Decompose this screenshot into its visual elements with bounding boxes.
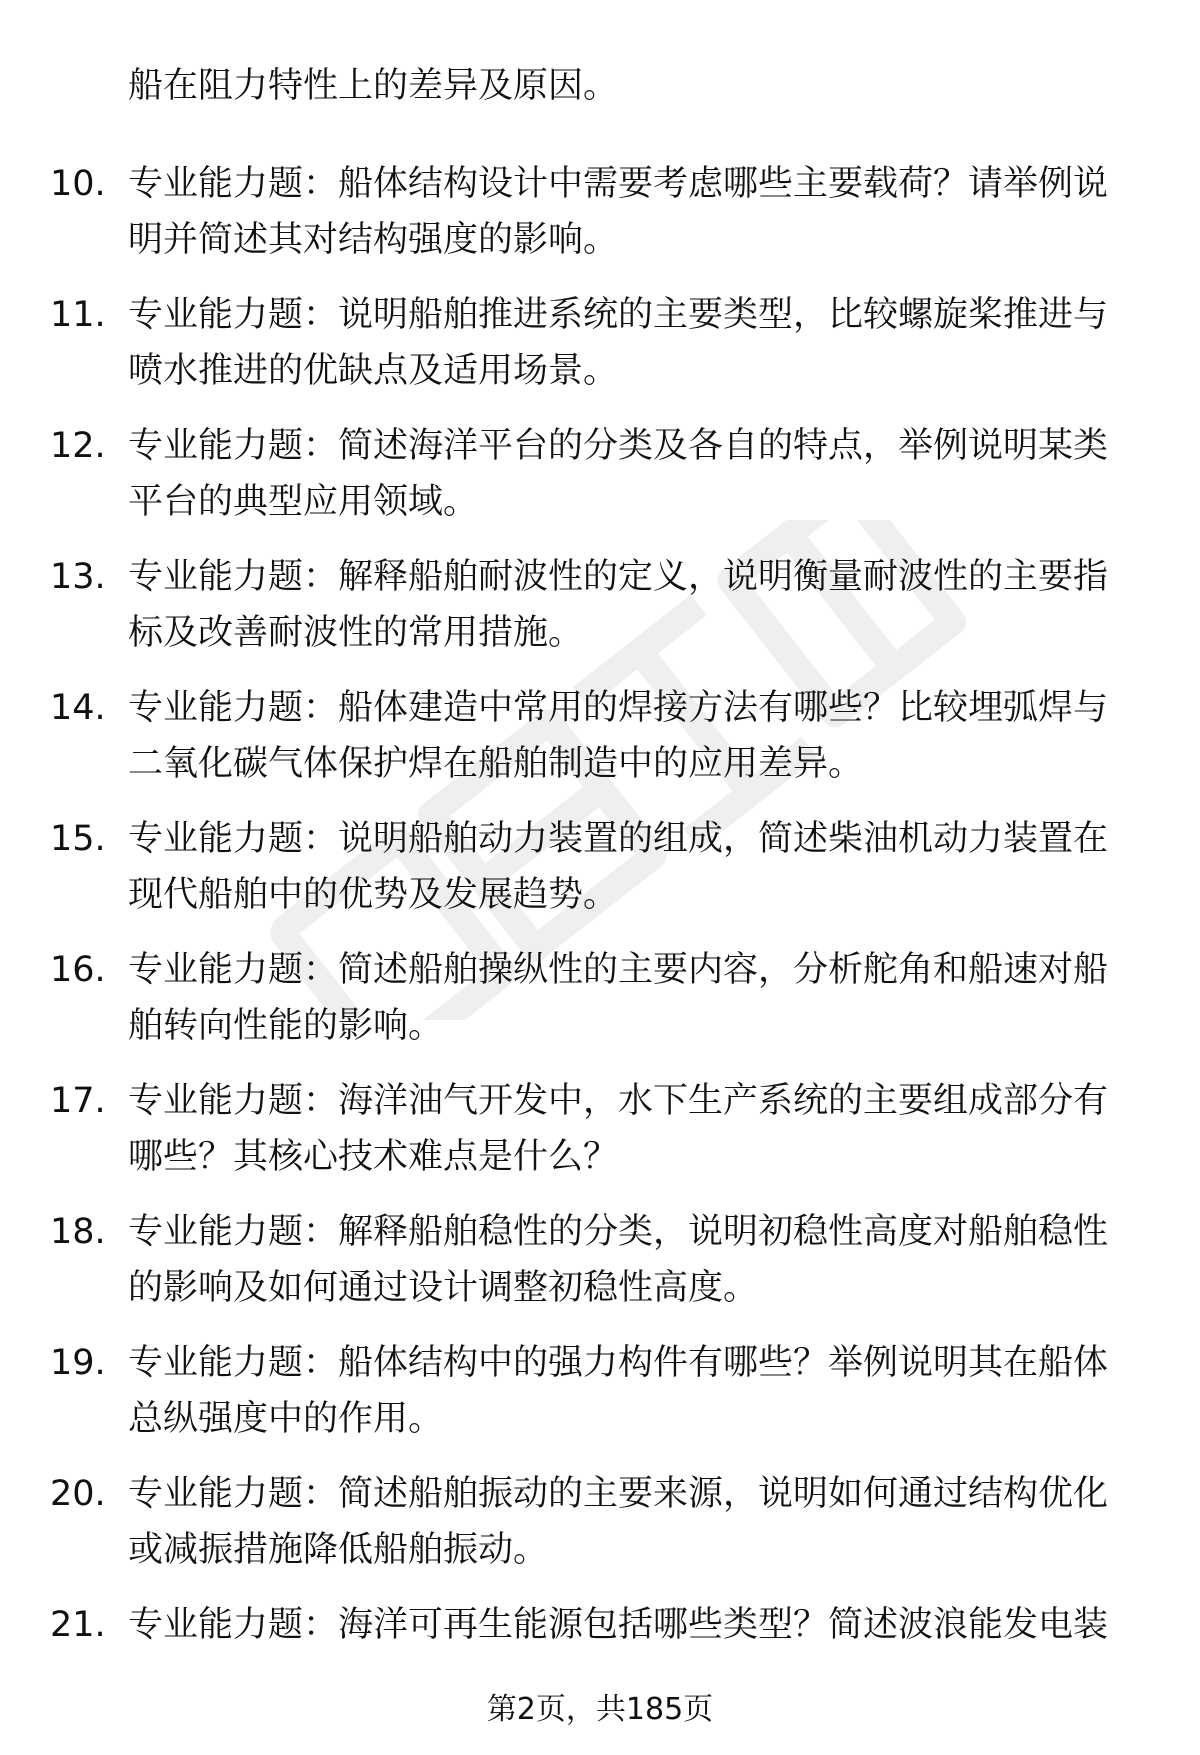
question-line: 专业能力题：船体结构设计中需要考虑哪些主要载荷？请举例说 (128, 164, 1109, 204)
question-number: 17. (50, 1081, 106, 1121)
question-line: 舶转向性能的影响。 (128, 1006, 444, 1046)
question-number: 19. (50, 1343, 106, 1383)
continuation-text: 船在阻力特性上的差异及原因。 (128, 66, 619, 106)
question-line: 专业能力题：简述船舶操纵性的主要内容，分析舵角和船速对船 (128, 950, 1109, 990)
question-number: 10. (50, 164, 106, 204)
question-item (0, 156, 1200, 287)
question-line: 专业能力题：解释船舶耐波性的定义，说明衡量耐波性的主要指 (128, 557, 1109, 597)
question-number: 21. (50, 1605, 106, 1645)
question-text (128, 680, 1138, 792)
question-text (128, 418, 1138, 530)
question-item (0, 549, 1200, 680)
question-line: 喷水推进的优缺点及适用场景。 (128, 351, 619, 391)
question-line: 专业能力题：简述船舶振动的主要来源，说明如何通过结构优化 (128, 1474, 1109, 1514)
question-text (128, 811, 1138, 923)
question-line: 专业能力题：海洋油气开发中，水下生产系统的主要组成部分有 (128, 1081, 1109, 1121)
question-line: 平台的典型应用领域。 (128, 482, 479, 522)
question-line: 或减振措施降低船舶振动。 (128, 1530, 549, 1570)
question-line: 的影响及如何通过设计调整初稳性高度。 (128, 1268, 759, 1308)
page-footer: 第2页，共185页 (486, 1692, 714, 1727)
question-line: 专业能力题：说明船舶推进系统的主要类型，比较螺旋桨推进与 (128, 295, 1109, 335)
question-item (0, 1335, 1200, 1466)
question-item (0, 1073, 1200, 1204)
question-line: 专业能力题：船体结构中的强力构件有哪些？举例说明其在船体 (128, 1343, 1109, 1383)
question-number: 20. (50, 1474, 106, 1514)
question-number: 12. (50, 426, 106, 466)
question-item (0, 680, 1200, 811)
question-text (128, 1335, 1138, 1447)
question-list (0, 156, 1200, 1728)
question-item (0, 418, 1200, 549)
question-text (128, 1466, 1138, 1578)
question-item (0, 942, 1200, 1073)
question-text (128, 156, 1138, 268)
question-number: 11. (50, 295, 106, 335)
question-number: 18. (50, 1212, 106, 1252)
question-line: 专业能力题：说明船舶动力装置的组成，简述柴油机动力装置在 (128, 819, 1109, 859)
question-item (0, 1466, 1200, 1597)
question-number: 16. (50, 950, 106, 990)
question-item (0, 811, 1200, 942)
question-line: 标及改善耐波性的常用措施。 (128, 613, 584, 653)
question-line: 专业能力题：海洋可再生能源包括哪些类型？简述波浪能发电装 (128, 1605, 1109, 1645)
question-text (128, 1073, 1138, 1185)
question-line: 二氧化碳气体保护焊在船舶制造中的应用差异。 (128, 744, 864, 784)
question-item (0, 287, 1200, 418)
question-number: 15. (50, 819, 106, 859)
question-line: 专业能力题：简述海洋平台的分类及各自的特点，举例说明某类 (128, 426, 1109, 466)
question-text (128, 287, 1138, 399)
question-line: 总纵强度中的作用。 (128, 1399, 444, 1439)
question-line: 现代船舶中的优势及发展趋势。 (128, 875, 619, 915)
question-line: 明并简述其对结构强度的影响。 (128, 220, 619, 260)
question-number: 14. (50, 688, 106, 728)
question-item (0, 1204, 1200, 1335)
question-text (128, 1204, 1138, 1316)
question-line: 专业能力题：船体建造中常用的焊接方法有哪些？比较埋弧焊与 (128, 688, 1109, 728)
question-line: 哪些？其核心技术难点是什么？ (128, 1137, 619, 1177)
question-text (128, 1597, 1138, 1653)
question-text (128, 549, 1138, 661)
question-text (128, 942, 1138, 1054)
question-number: 13. (50, 557, 106, 597)
question-line: 专业能力题：解释船舶稳性的分类，说明初稳性高度对船舶稳性 (128, 1212, 1109, 1252)
